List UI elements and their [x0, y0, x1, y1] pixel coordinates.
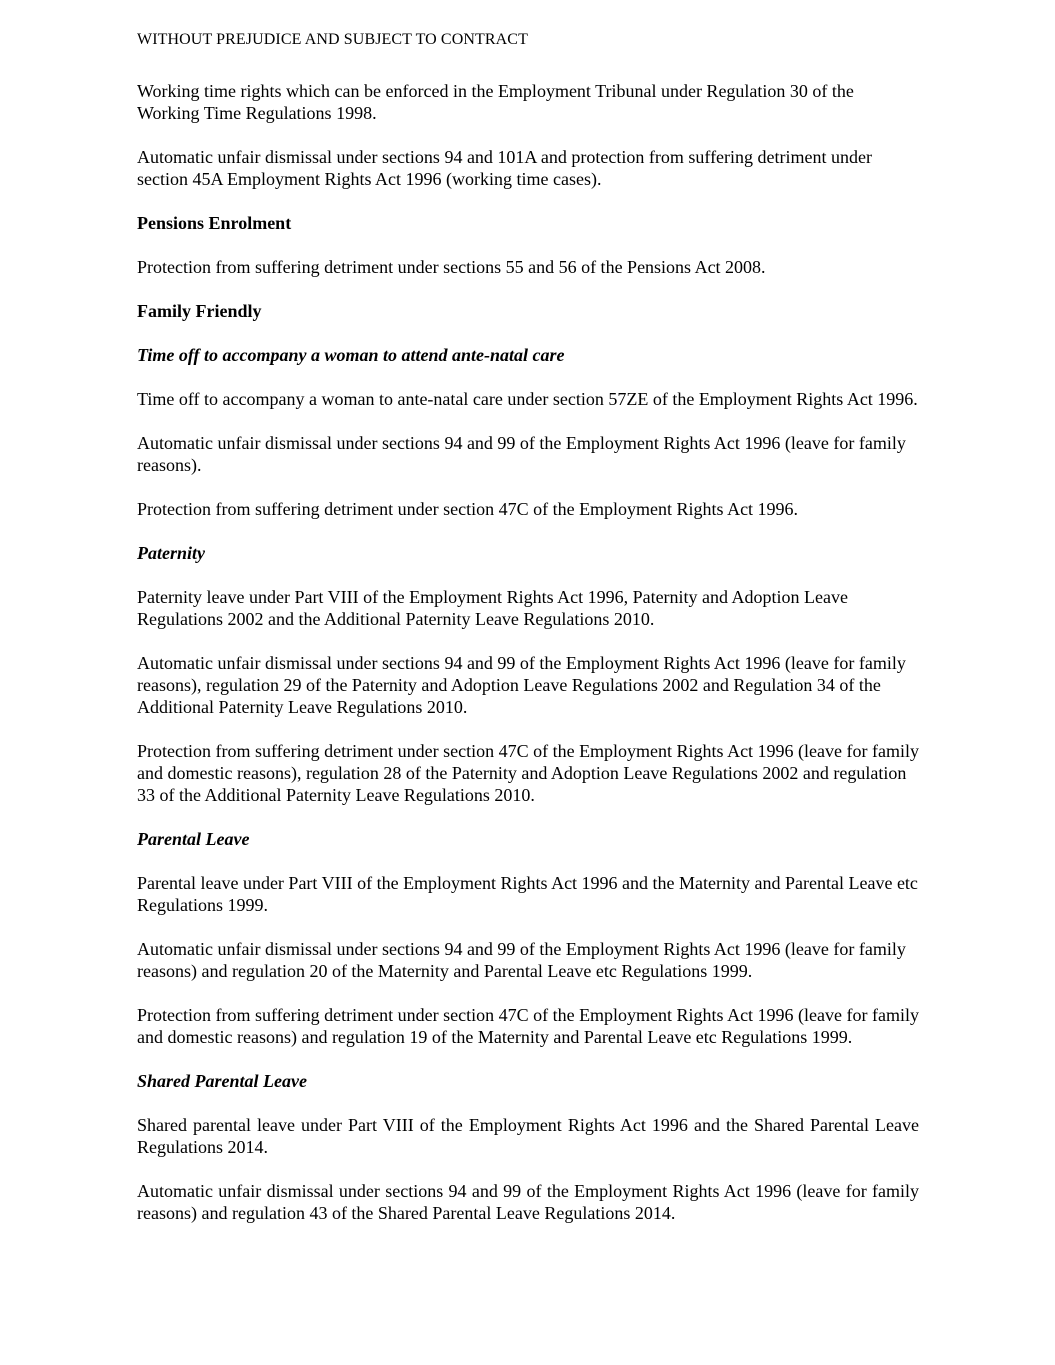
paragraph-ante-natal-detriment: Protection from suffering detriment under section 47C of the Employment Rights Act 1996.: [137, 499, 799, 519]
paragraph-working-time-rights: Working time rights which can be enforced in the Employment Tribunal under Regulation 30 of the Working Time Regulations 1998.: [137, 81, 854, 123]
paragraph-ante-natal-dismissal: Automatic unfair dismissal under sections 94 and 99 of the Employment Rights Act 1996 (leave for family reasons).: [137, 433, 906, 475]
subheading-parental-leave: Parental Leave: [137, 829, 250, 849]
paragraph-ante-natal-time-off: Time off to accompany a woman to ante-natal care under section 57ZE of the Employment Rights Act 1996.: [137, 389, 918, 409]
paragraph-shared-parental-leave: Shared parental leave under Part VIII of the Employment Rights Act 1996 and the Shared Parental Leave Regulations 2014.: [137, 1115, 919, 1157]
paragraph-shared-parental-dismissal: Automatic unfair dismissal under sections 94 and 99 of the Employment Rights Act 1996 (leave for family reasons) and regulation 43 of the Shared Parental Leave Regulations 2014.: [137, 1181, 919, 1223]
paragraph-parental-dismissal: Automatic unfair dismissal under sections 94 and 99 of the Employment Rights Act 1996 (leave for family reasons) and regulation 20 of the Maternity and Parental Leave etc Regulations 1999.: [137, 939, 906, 981]
paragraph-pensions-detriment: Protection from suffering detriment under sections 55 and 56 of the Pensions Act 2008.: [137, 257, 766, 277]
paragraph-paternity-detriment: Protection from suffering detriment under section 47C of the Employment Rights Act 1996 (leave for family and domestic reasons), regulation 28 of the Paternity and Adoption Leave Regulations 2002 and regulation 33 of the Additional Paternity Leave Regulations 2010.: [137, 741, 919, 805]
paragraph-working-time-dismissal: Automatic unfair dismissal under sections 94 and 101A and protection from suffering detriment under section 45A Employment Rights Act 1996 (working time cases).: [137, 147, 873, 189]
paragraph-paternity-leave: Paternity leave under Part VIII of the Employment Rights Act 1996, Paternity and Adoption Leave Regulations 2002 and the Additional Paternity Leave Regulations 2010.: [137, 587, 849, 629]
heading-family-friendly: Family Friendly: [137, 301, 262, 321]
paragraph-parental-leave: Parental leave under Part VIII of the Employment Rights Act 1996 and the Maternity and Parental Leave etc Regulations 1999.: [137, 873, 918, 915]
heading-pensions-enrolment: Pensions Enrolment: [137, 213, 292, 233]
subheading-paternity: Paternity: [137, 543, 205, 563]
document-header: WITHOUT PREJUDICE AND SUBJECT TO CONTRACT: [137, 31, 528, 48]
paragraph-paternity-dismissal: Automatic unfair dismissal under sections 94 and 99 of the Employment Rights Act 1996 (leave for family reasons), regulation 29 of the Paternity and Adoption Leave Regulations 2002 and Regulation 34 of the Additional Paternity Leave Regulations 2010.: [137, 653, 906, 717]
paragraph-parental-detriment: Protection from suffering detriment under section 47C of the Employment Rights Act 1996 (leave for family and domestic reasons) and regulation 19 of the Maternity and Parental Leave etc Regulations 1999.: [137, 1005, 919, 1047]
subheading-ante-natal-care: Time off to accompany a woman to attend ante-natal care: [137, 345, 565, 365]
document-page: [137, 30, 919, 1246]
subheading-shared-parental-leave: Shared Parental Leave: [137, 1071, 307, 1091]
